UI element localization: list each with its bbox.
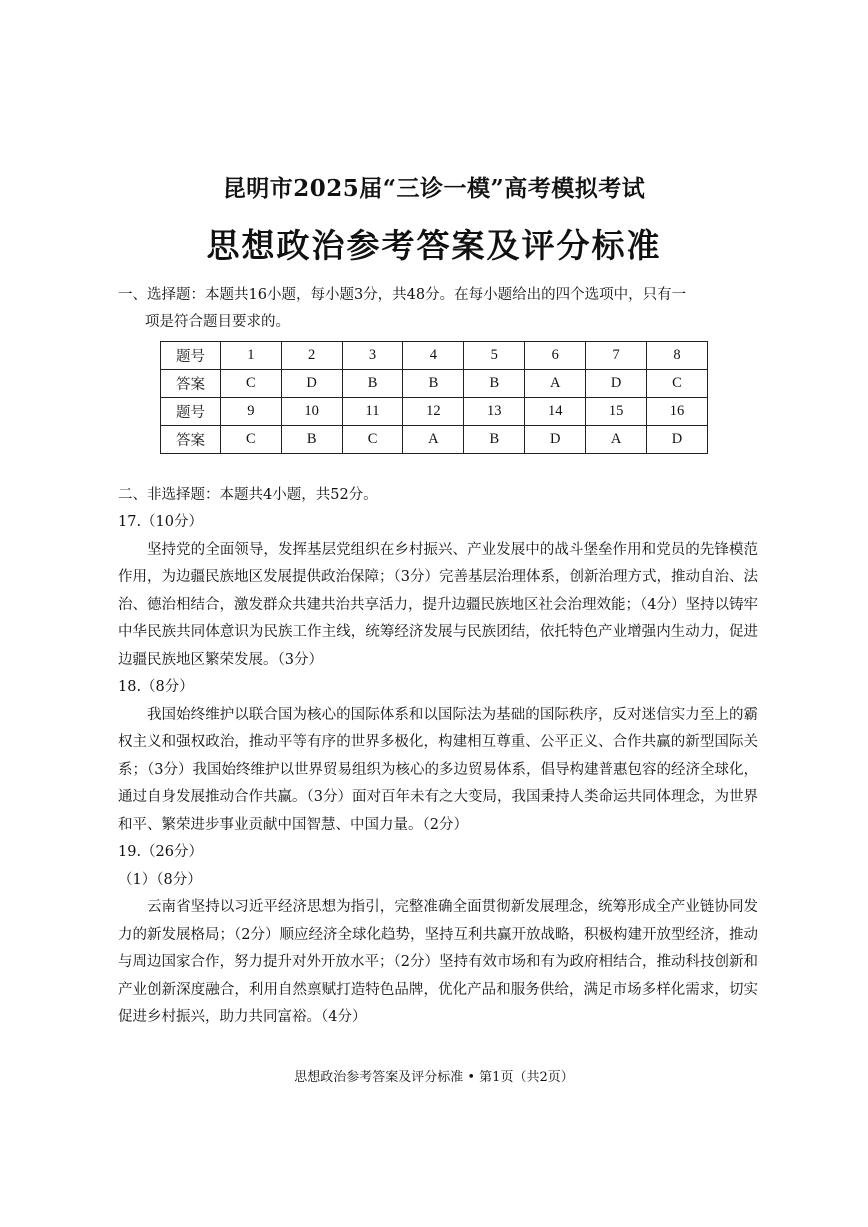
table-cell: 5 <box>464 342 525 370</box>
question-17-heading: 17.（10分） <box>118 514 204 530</box>
table-cell: B <box>464 426 525 454</box>
table-cell: 题号 <box>161 398 221 426</box>
table-cell: 11 <box>342 398 403 426</box>
table-cell: B <box>342 370 403 398</box>
section1-heading-line2: 项是符合题目要求的。 <box>145 314 290 330</box>
table-cell: 7 <box>586 342 647 370</box>
table-cell: 16 <box>647 398 708 426</box>
table-cell: 6 <box>525 342 586 370</box>
table-row <box>161 426 708 454</box>
table-cell: 4 <box>403 342 464 370</box>
table-cell: A <box>586 426 647 454</box>
section1-heading-line1: 一、选择题：本题共16小题，每小题3分，共48分。在每小题给出的四个选项中，只有一 <box>118 287 687 303</box>
table-cell: 答案 <box>161 426 221 454</box>
answer-table <box>160 341 708 454</box>
question-18-answer: 我国始终维护以联合国为核心的国际体系和以国际法为基础的国际秩序，反对迷信实力至上的霸权主义和强权政治，推动平等有序的世界多极化，构建相互尊重、公平正义、合作共赢的新型国际关系；（3分）我国始终维护以世界贸易组织为核心的多边贸易体系，倡导构建普惠包容的经济全球化，通过自身发展推动合作共赢。（3分）面对百年未有之大变局，我国秉持人类命运共同体理念，为世界和平、繁荣进步事业贡献中国智慧、中国力量。（2分） <box>118 706 758 833</box>
table-row <box>161 370 708 398</box>
table-cell: C <box>220 426 281 454</box>
table-row <box>161 342 708 370</box>
document-title: 思想政治参考答案及评分标准 <box>206 226 662 265</box>
table-cell: 12 <box>403 398 464 426</box>
table-cell: 14 <box>525 398 586 426</box>
table-cell: 13 <box>464 398 525 426</box>
table-cell: 15 <box>586 398 647 426</box>
question-18-heading: 18.（8分） <box>118 679 194 695</box>
table-cell: 1 <box>220 342 281 370</box>
question-17-answer: 坚持党的全面领导，发挥基层党组织在乡村振兴、产业发展中的战斗堡垒作用和党员的先锋模范作用，为边疆民族地区发展提供政治保障；（3分）完善基层治理体系，创新治理方式，推动自治、法治、德治相结合，激发群众共建共治共享活力，提升边疆民族地区社会治理效能；（4分）坚持以铸牢中华民族共同体意识为民族工作主线，统筹经济发展与民族团结，依托特色产业增强内生动力，促进边疆民族地区繁荣发展。（3分） <box>118 541 758 668</box>
table-cell: C <box>220 370 281 398</box>
table-cell: 2 <box>281 342 342 370</box>
table-row <box>161 398 708 426</box>
table-cell: D <box>647 426 708 454</box>
exam-title: 昆明市2025届“三诊一模”高考模拟考试 <box>222 175 646 202</box>
table-cell: 3 <box>342 342 403 370</box>
table-cell: C <box>647 370 708 398</box>
table-cell: 题号 <box>161 342 221 370</box>
table-cell: D <box>586 370 647 398</box>
table-cell: D <box>281 370 342 398</box>
section1-heading <box>118 282 758 336</box>
table-cell: A <box>403 426 464 454</box>
table-cell: B <box>281 426 342 454</box>
table-cell: 9 <box>220 398 281 426</box>
question-19-1-heading: （1）（8分） <box>118 871 202 888</box>
table-cell: B <box>403 370 464 398</box>
answers-body <box>118 509 758 1032</box>
table-cell: C <box>342 426 403 454</box>
table-cell: 8 <box>647 342 708 370</box>
section2-heading: 二、非选择题：本题共4小题，共52分。 <box>118 487 378 503</box>
table-cell: A <box>525 370 586 398</box>
table-cell: B <box>464 370 525 398</box>
question-19-heading: 19.（26分） <box>118 844 204 860</box>
table-cell: D <box>525 426 586 454</box>
table-cell: 10 <box>281 398 342 426</box>
question-19-1-answer: 云南省坚持以习近平经济思想为指引，完整准确全面贯彻新发展理念，统筹形成全产业链协同发力的新发展格局；（2分）顺应经济全球化趋势，坚持互利共赢开放战略，积极构建开放型经济，推动与周边国家合作，努力提升对外开放水平；（2分）坚持有效市场和有为政府相结合，推动科技创新和产业创新深度融合，利用自然禀赋打造特色品牌，优化产品和服务供给，满足市场多样化需求，切实促进乡村振兴，助力共同富裕。（4分） <box>118 899 758 1025</box>
table-cell: 答案 <box>161 370 221 398</box>
page-footer: 思想政治参考答案及评分标准 • 第1页（共2页） <box>294 1070 574 1085</box>
